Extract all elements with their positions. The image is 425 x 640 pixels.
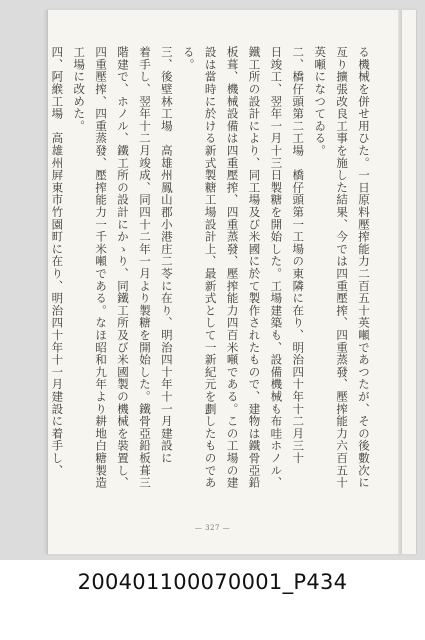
text-line: 階建で、ホノル、鐵工所の設計にかゝり、同鐵工所及び米國製の機械を裝置し、 [116, 46, 131, 489]
text-line: る機械を併せ用ひた。一日原料壓搾能力二百五十英噸であつたが、その後數次に [357, 46, 371, 489]
text-line: 着手し、翌年十二月竣成、同四十二年一月より製糖を開始した。鐵骨亞鉛板葺三 [137, 46, 152, 489]
text-line: 英噸になつてゐる。 [313, 46, 328, 157]
text-line: 三、後壁林工場 高雄州鳳山郡小港庄二苓に在り、明治四十年十一月建設に [159, 46, 174, 465]
text-line: 鐵工所の設計により、同工場及び米國に於て製作されたもので、建物は鐵骨亞鉛 [247, 46, 262, 489]
text-line: 二、橋仔頭第二工場 橋仔頭第一工場の東隣に在り、明治四十年十二月三十 [291, 46, 306, 465]
text-line: 日竣工、翌年一月十三日製糖を開始した。工場建築も、設備機械も布哇ホノル、 [269, 46, 284, 489]
text-line: 設は當時に於ける新式製糖工場設計上、最新式として一新紀元を劃したものであ [203, 46, 218, 489]
page-number: — 327 — [194, 524, 231, 532]
image-caption: 200401100070001_P434 [77, 570, 348, 594]
text-line: 四重壓搾、四重蒸發、壓搾能力一千米噸である。なほ昭和九年より耕地白糖製造 [94, 46, 109, 489]
page-gutter [398, 10, 402, 554]
vertical-text-block [50, 46, 374, 522]
text-line: 四、阿緱工場 高雄州屛東市竹園町に在り、明治四十年十一月建設に着手し、 [50, 46, 65, 477]
text-line: る。 [181, 46, 196, 71]
text-line: 板葺、機械設備は四重壓搾、四重蒸發、壓搾能力四百米噸である。この工場の建 [225, 46, 240, 489]
text-line: 工場に改めた。 [72, 46, 87, 133]
text-line: 亙り擴張改良工事を施した結果、今では四重壓搾、四重蒸發、壓搾能力六百五十 [335, 46, 350, 489]
